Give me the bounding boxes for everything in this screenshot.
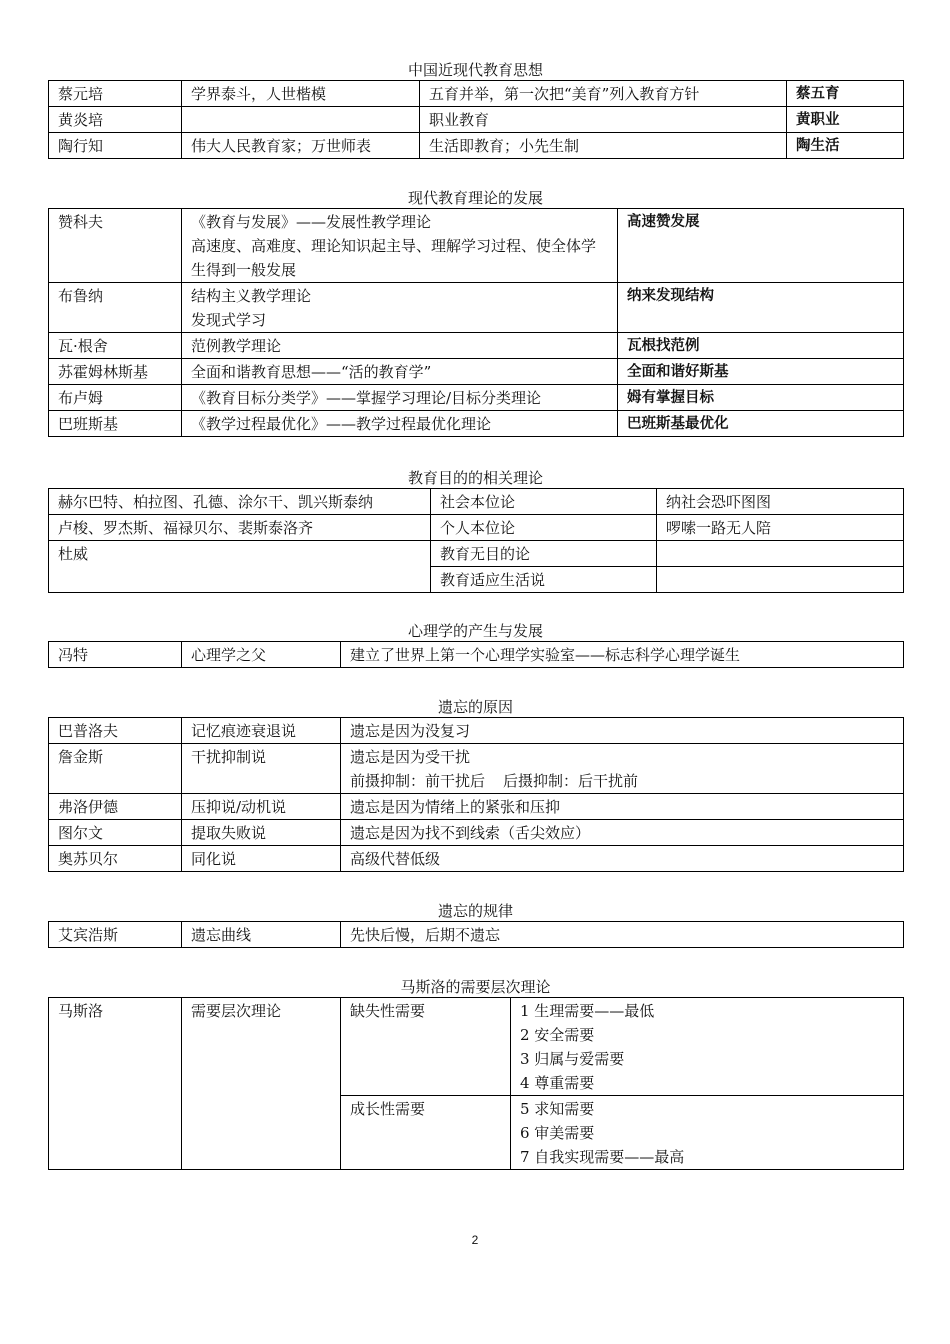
- person-name: 瓦·根舍: [49, 333, 182, 359]
- theory-cell: 遗忘曲线: [182, 922, 341, 948]
- idea-cell: 五育并举，第一次把“美育”列入教育方针: [420, 81, 787, 107]
- table-education-aims: [48, 488, 904, 593]
- need-list: [511, 1096, 904, 1170]
- mnemonic-cell: 啰嗦一路无人陪: [657, 515, 904, 541]
- person-name: 陶行知: [49, 133, 182, 159]
- theory-cell: 提取失败说: [182, 820, 341, 846]
- title-cell: 学界泰斗，人世楷模: [182, 81, 420, 107]
- title-cell: [182, 107, 420, 133]
- mnemonic-cell: 陶生活: [787, 133, 904, 159]
- people-cell: 杜威: [49, 541, 431, 593]
- section-title: 中国近现代教育思想: [407, 61, 543, 79]
- idea-cell: 职业教育: [420, 107, 787, 133]
- table-education-theories: [48, 208, 904, 437]
- table-row: [49, 998, 904, 1096]
- table-row: [49, 209, 904, 283]
- table-maslow-needs: [48, 997, 904, 1170]
- need-item: 4 尊重需要: [520, 1074, 595, 1092]
- idea-cell: 生活即教育；小先生制: [420, 133, 787, 159]
- table-row: [49, 107, 904, 133]
- theory-cell: 教育无目的论: [431, 541, 657, 567]
- table-row: [49, 922, 904, 948]
- person-name: 巴普洛夫: [49, 718, 182, 744]
- theory-line: 《教育与发展》——发展性教学理论: [191, 213, 432, 231]
- theory-line: 发现式学习: [191, 311, 267, 329]
- table-forgetting-rules: [48, 921, 904, 948]
- theory-cell: 同化说: [182, 846, 341, 872]
- table-row: [49, 359, 904, 385]
- theory-cell: 个人本位论: [431, 515, 657, 541]
- explanation-line: [350, 769, 894, 793]
- theory-cell: 记忆痕迹衰退说: [182, 718, 341, 744]
- table-row: [49, 846, 904, 872]
- table-row: [49, 541, 904, 567]
- table-row: [49, 515, 904, 541]
- table-row: [49, 820, 904, 846]
- table-row: [49, 411, 904, 437]
- explanation-line: 遗忘是因为受干扰: [350, 748, 471, 766]
- section-title: 现代教育理论的发展: [407, 189, 543, 207]
- theory-line: 高速度、高难度、理论知识起主导、理解学习过程、使全体学生得到一般发展: [191, 237, 597, 279]
- person-name: 布卢姆: [49, 385, 182, 411]
- explanation-cell: 遗忘是因为情绪上的紧张和压抑: [341, 794, 904, 820]
- section-modern-education-theory: [48, 188, 903, 437]
- people-cell: 赫尔巴特、柏拉图、孔德、涂尔干、凯兴斯泰纳: [49, 489, 431, 515]
- need-item: 7 自我实现需要——最高: [520, 1148, 685, 1166]
- page-number: 2: [471, 1233, 479, 1247]
- section-forgetting-causes: [48, 697, 903, 872]
- section-modern-chinese-education: [48, 60, 903, 159]
- section-education-aims: [48, 468, 903, 593]
- theory-line: 结构主义教学理论: [191, 287, 312, 305]
- theory-cell: 需要层次理论: [182, 998, 341, 1170]
- person-name: 冯特: [49, 642, 182, 668]
- person-name: 詹金斯: [49, 744, 182, 794]
- explanation-cell: [341, 744, 904, 794]
- theory-cell: 《教学过程最优化》——教学过程最优化理论: [182, 411, 618, 437]
- section-title: 遗忘的原因: [437, 698, 513, 716]
- mnemonic-cell: 纳来发现结构: [618, 283, 904, 333]
- person-name: 艾宾浩斯: [49, 922, 182, 948]
- person-name: 赞科夫: [49, 209, 182, 283]
- mnemonic-cell: 全面和谐好斯基: [618, 359, 904, 385]
- explanation-cell: 遗忘是因为找不到线索（舌尖效应）: [341, 820, 904, 846]
- mnemonic-cell: 瓦根找范例: [618, 333, 904, 359]
- title-cell: 伟大人民教育家；万世师表: [182, 133, 420, 159]
- table-row: [49, 283, 904, 333]
- section-title: 心理学的产生与发展: [407, 622, 543, 640]
- mnemonic-cell: 高速赞发展: [618, 209, 904, 283]
- person-name: 奥苏贝尔: [49, 846, 182, 872]
- person-name: 巴班斯基: [49, 411, 182, 437]
- mnemonic-cell: 黄职业: [787, 107, 904, 133]
- table-row: [49, 642, 904, 668]
- contribution-cell: 建立了世界上第一个心理学实验室——标志科学心理学诞生: [341, 642, 904, 668]
- table-row: [49, 794, 904, 820]
- title-cell: 心理学之父: [182, 642, 341, 668]
- explanation-cell: 遗忘是因为没复习: [341, 718, 904, 744]
- person-name: 弗洛伊德: [49, 794, 182, 820]
- theory-cell: 干扰抑制说: [182, 744, 341, 794]
- mnemonic-cell: 巴班斯基最优化: [618, 411, 904, 437]
- mnemonic-cell: 纳社会恐吓图图: [657, 489, 904, 515]
- person-name: 图尔文: [49, 820, 182, 846]
- theory-cell: [182, 209, 618, 283]
- theory-cell: 压抑说/动机说: [182, 794, 341, 820]
- people-cell: 卢梭、罗杰斯、福禄贝尔、裴斯泰洛齐: [49, 515, 431, 541]
- theory-cell: [182, 283, 618, 333]
- explanation-cell: 高级代替低级: [341, 846, 904, 872]
- theory-cell: 教育适应生活说: [431, 567, 657, 593]
- need-item: 6 审美需要: [520, 1124, 595, 1142]
- person-name: 布鲁纳: [49, 283, 182, 333]
- section-psychology-origin: [48, 621, 903, 668]
- need-group: 缺失性需要: [341, 998, 511, 1096]
- section-title: 马斯洛的需要层次理论: [400, 978, 551, 996]
- section-title: 教育目的的相关理论: [407, 469, 543, 487]
- table-forgetting-causes: [48, 717, 904, 872]
- theory-cell: 社会本位论: [431, 489, 657, 515]
- need-item: 5 求知需要: [520, 1100, 595, 1118]
- mnemonic-cell: [657, 541, 904, 567]
- mnemonic-cell: 蔡五育: [787, 81, 904, 107]
- need-item: 2 安全需要: [520, 1026, 595, 1044]
- person-name: 蔡元培: [49, 81, 182, 107]
- person-name: 黄炎培: [49, 107, 182, 133]
- proactive-inhibition: 前摄抑制：前干扰后: [350, 772, 486, 790]
- section-title: 遗忘的规律: [437, 902, 513, 920]
- table-chinese-educators: [48, 80, 904, 159]
- need-group: 成长性需要: [341, 1096, 511, 1170]
- retroactive-inhibition: 后摄抑制：后干扰前: [503, 772, 639, 790]
- theory-cell: 范例教学理论: [182, 333, 618, 359]
- need-item: 1 生理需要——最低: [520, 1002, 655, 1020]
- section-maslow-needs: [48, 977, 903, 1170]
- person-name: 苏霍姆林斯基: [49, 359, 182, 385]
- person-name: 马斯洛: [49, 998, 182, 1170]
- table-psychology-origin: [48, 641, 904, 668]
- theory-cell: 《教育目标分类学》——掌握学习理论/目标分类理论: [182, 385, 618, 411]
- table-row: [49, 333, 904, 359]
- theory-cell: 全面和谐教育思想——“活的教育学”: [182, 359, 618, 385]
- table-row: [49, 489, 904, 515]
- table-row: [49, 385, 904, 411]
- need-list: [511, 998, 904, 1096]
- table-row: [49, 744, 904, 794]
- section-forgetting-rules: [48, 901, 903, 948]
- mnemonic-cell: 姆有掌握目标: [618, 385, 904, 411]
- table-row: [49, 81, 904, 107]
- explanation-cell: 先快后慢，后期不遗忘: [341, 922, 904, 948]
- table-row: [49, 718, 904, 744]
- mnemonic-cell: [657, 567, 904, 593]
- need-item: 3 归属与爱需要: [520, 1050, 625, 1068]
- table-row: [49, 133, 904, 159]
